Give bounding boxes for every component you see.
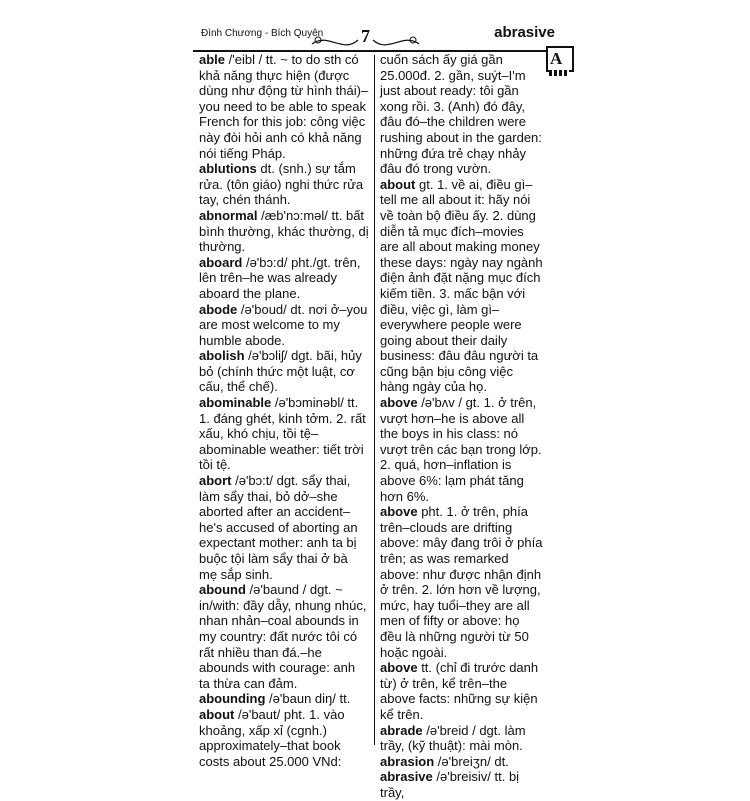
headword: above xyxy=(380,395,418,411)
dictionary-entry xyxy=(199,208,369,255)
headword: abode xyxy=(199,301,238,317)
entry-definition: tt. (chỉ đi trước danh từ) ở trên, kể trên–the above facts: những sự kiện kể trên. xyxy=(380,660,539,722)
entry-definition: /ə'bɔ:d/ pht./gt. trên, lên trên–he was already aboard the plane. xyxy=(199,254,361,301)
thumb-letter: A xyxy=(550,49,563,68)
entry-definition: /ə'baun diŋ/ tt. xyxy=(265,691,351,707)
entry-definition: /ə'bɔliʃ/ dgt. bãi, hủy bỏ (chính thức một luật, cơ cấu, thể chế). xyxy=(199,348,362,395)
dictionary-entry xyxy=(199,395,369,473)
authors-label: Đình Chương - Bích Quyên xyxy=(201,28,324,39)
dictionary-entry xyxy=(199,52,369,161)
entry-definition: cuốn sách ấy giá gần 25.000đ. 2. gần, suýt–I'm just about ready: tôi gần xong rồi. 3. (Anh) đó đây, đâu đó–the children were rushing about in the garden: những đứa trẻ chạy nhảy đâu đó trong vườn. xyxy=(380,52,542,177)
left-column xyxy=(199,52,369,769)
entry-definition: /æb'nɔ:məl/ tt. bất bình thường, khác thường, dị thường. xyxy=(199,207,369,255)
headword: abrasion xyxy=(380,753,435,769)
headword: able xyxy=(199,52,226,67)
page-number: 7 xyxy=(361,26,370,46)
headword: abominable xyxy=(199,395,272,411)
dictionary-entry xyxy=(199,348,369,395)
headword: abrade xyxy=(380,722,423,738)
thumb-index-bar xyxy=(549,70,569,76)
entry-definition: /ə'bɔminəbl/ tt. 1. đáng ghét, kinh tởm. 2. rất xấu, khó chịu, tồi tệ–abominable weather: tiết trời tồi tệ. xyxy=(199,395,366,473)
headword: above xyxy=(380,504,418,520)
dictionary-entry xyxy=(380,769,544,800)
headword: abound xyxy=(199,582,246,598)
entry-definition: /ə'baut/ pht. 1. vào khoảng, xấp xỉ (cgnh.) approximately–that book costs about 25.000 VNd: xyxy=(199,706,345,769)
entry-definition: /ə'breid / dgt. làm trầy, (kỹ thuật): mài mòn. xyxy=(380,722,526,754)
dictionary-entry xyxy=(199,582,369,691)
page-header xyxy=(193,20,555,54)
entry-definition: pht. 1. ở trên, phía trên–clouds are drifting above: mây đang trôi ở phía trên; as was remarked above: như được nhận định ở trên. 2. lớn hơn về lượng, mức, hay tuổi–they are all men of fifty or above: họ đều là những người từ 50 hoặc ngoài. xyxy=(380,504,543,660)
entry-definition: /ə'breisiv/ tt. bị trầy, xyxy=(380,769,520,800)
dictionary-entry xyxy=(380,177,544,395)
dictionary-entry xyxy=(380,395,544,504)
headword: abolish xyxy=(199,348,245,364)
entry-definition: dt. (snh.) sự tắm rửa. (tôn giáo) nghi thức rửa tay, chén thánh. xyxy=(199,161,364,208)
headword: abounding xyxy=(199,691,266,707)
column-divider xyxy=(374,55,375,745)
dictionary-entry xyxy=(380,660,544,722)
headword: abrasive xyxy=(380,769,433,785)
entry-definition: gt. 1. về ai, điều gì–tell me all about it: hãy nói về toàn bộ điều ấy. 2. dùng diễn tả mục đích–movies are all about making money these days: ngày nay ngành điện ảnh đặt nặng mục đích kiếm tiền. 3. mấc bận với điều, việc gì, làm gì–everywhere people were going about their daily business: đâu đâu người ta cũng bận bịu công việc hàng ngày của họ. xyxy=(380,176,543,395)
entry-definition: /ə'boud/ dt. nơi ở–you are most welcome to my humble abode. xyxy=(199,301,368,348)
headword: about xyxy=(380,176,416,192)
right-column xyxy=(380,52,544,801)
entry-definition: /ə'bʌv / gt. 1. ở trên, vượt hơn–he is above all the boys in his class: nó vượt trên các bạn trong lớp. 2. quá, hơn–inflation is above 6%: lạm phát tăng hơn 6%. xyxy=(380,395,542,504)
entry-definition: /'eibl / tt. ~ to do sth có khả năng thực hiện (được dùng như động từ hình thái)–you need to be able to speak French for this job: công việc này đòi hỏi anh có khả năng nói tiếng Pháp. xyxy=(199,52,369,161)
dictionary-entry xyxy=(199,161,369,208)
thumb-index-tab xyxy=(546,46,574,72)
headword: about xyxy=(199,706,235,722)
dictionary-entry xyxy=(380,52,544,177)
headword: ablutions xyxy=(199,161,257,177)
entry-definition: /ə'bɔ:t/ dgt. sẩy thai, làm sẩy thai, bỏ dở–she aborted after an accident–he's accused of aborting an expectant mother: anh ta bị buộc tội làm sẩy thai ở bà mẹ sắp sinh. xyxy=(199,473,358,582)
entry-definition: /ə'breiʒn/ dt. xyxy=(434,753,509,769)
entry-definition: /ə'baund / dgt. ~ in/with: đầy dẫy, nhung nhúc, nhan nhản–coal abounds in my country: đất nước tôi có rất nhiều than đá.–he abounds with courage: anh ta thừa can đảm. xyxy=(199,582,367,691)
dictionary-entry xyxy=(380,723,544,754)
headword: abort xyxy=(199,473,232,489)
dictionary-entry xyxy=(199,473,369,582)
dictionary-entry xyxy=(199,707,369,769)
dictionary-entry xyxy=(199,302,369,349)
guide-word: abrasive xyxy=(494,24,555,41)
dictionary-entry xyxy=(199,255,369,302)
headword: abnormal xyxy=(199,207,258,223)
dictionary-entry xyxy=(380,504,544,660)
dictionary-entry xyxy=(380,754,544,770)
dictionary-entry xyxy=(199,691,369,707)
headword: above xyxy=(380,660,418,676)
headword: aboard xyxy=(199,254,243,270)
